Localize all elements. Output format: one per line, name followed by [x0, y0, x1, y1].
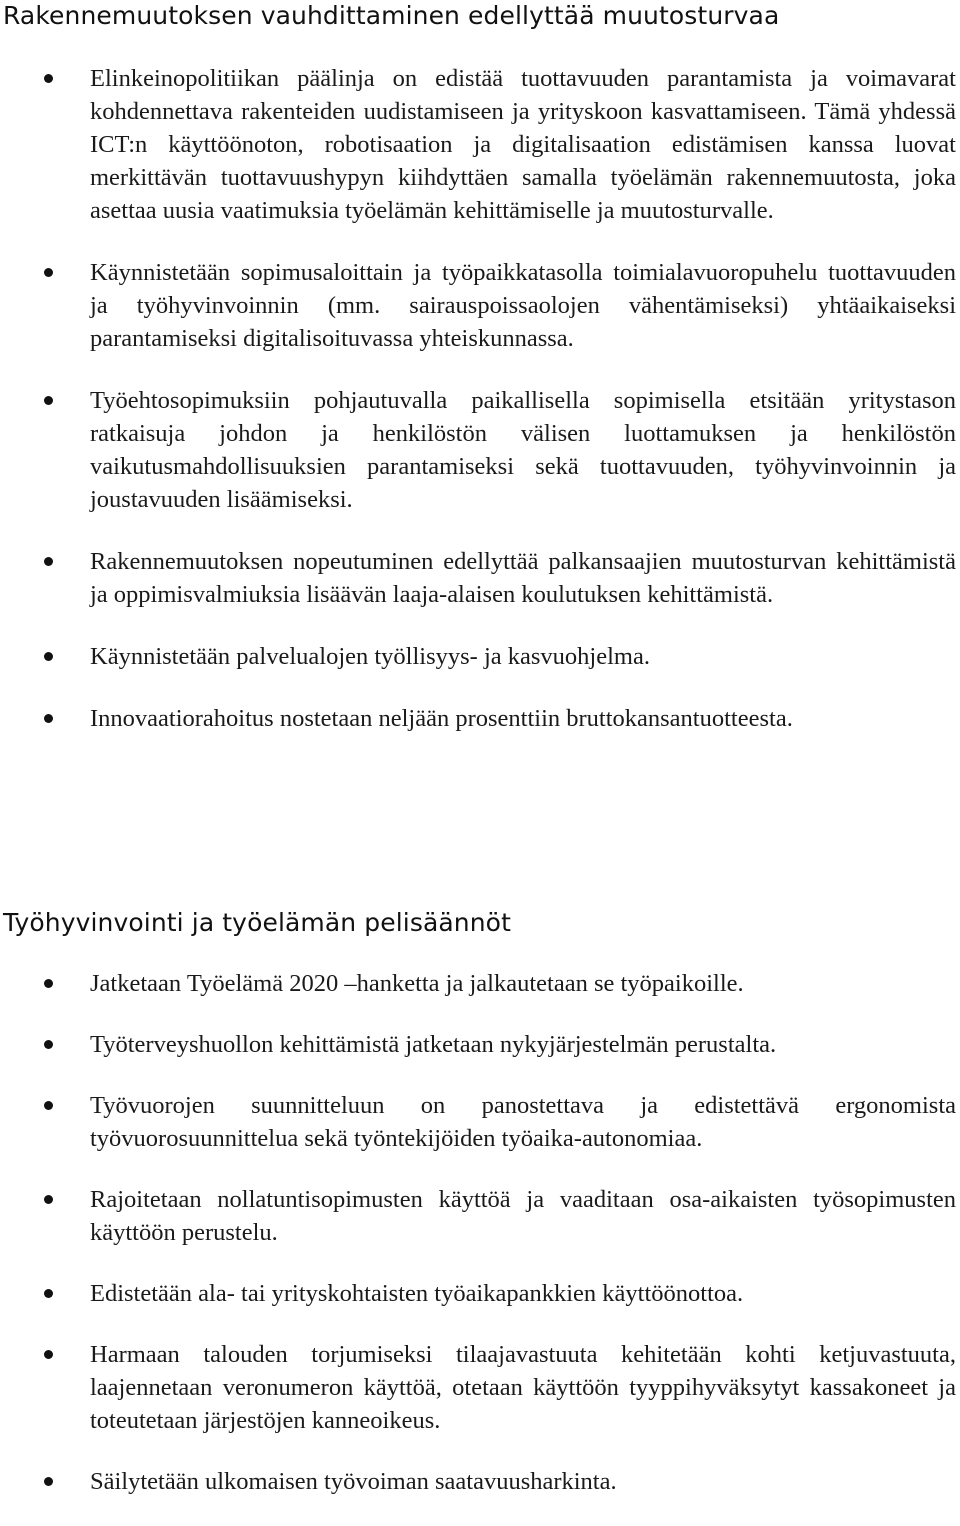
list-item: [0, 702, 960, 735]
list-item: [0, 967, 960, 1000]
section-heading-restructuring: Rakennemuutoksen vauhdittaminen edellyttää muutosturvaa: [3, 1, 780, 30]
bullet-icon: [44, 979, 53, 988]
list-item: [0, 1338, 960, 1437]
section-heading-wellbeing: Työhyvinvointi ja työelämän pelisäännöt: [3, 908, 511, 937]
list-item: [0, 62, 960, 227]
list-item: [0, 1089, 960, 1155]
list-item: [0, 640, 960, 673]
list-item-text: Jatketaan Työelämä 2020 –hanketta ja jalkautetaan se työpaikoille.: [90, 970, 744, 997]
list-item-text: Edistetään ala- tai yrityskohtaisten työaikapankkien käyttöönottoa.: [90, 1280, 744, 1307]
list-item-text: Työvuorojen suunnitteluun on panostettava ja edistettävä ergonomista työvuorosuunnittelua sekä työntekijöiden työaika-autonomiaa.: [90, 1092, 956, 1152]
list-item-text: Harmaan talouden torjumiseksi tilaajavastuuta kehitetään kohti ketjuvastuuta, laajennetaan veronumeron käyttöä, otetaan käyttöön tyyppihyväksytyt kassakoneet ja toteutetaan järjestöjen kanneoikeus.: [90, 1341, 956, 1434]
bullet-icon: [44, 714, 53, 723]
bullet-icon: [44, 652, 53, 661]
list-item-text: Käynnistetään sopimusaloittain ja työpaikkatasolla toimialavuoropuhelu tuottavuuden ja työhyvinvoinnin (mm. sairauspoissaolojen vähentämiseksi) yhtäaikaiseksi parantamiseksi digitalisoituvassa yhteiskunnassa.: [90, 259, 956, 352]
bullet-icon: [44, 1195, 53, 1204]
list-item-text: Säilytetään ulkomaisen työvoiman saatavuusharkinta.: [90, 1468, 617, 1495]
bullet-icon: [44, 557, 53, 566]
list-item: [0, 1277, 960, 1310]
bullet-icon: [44, 1350, 53, 1359]
list-item: [0, 1465, 960, 1498]
list-item: [0, 1183, 960, 1249]
list-item: [0, 256, 960, 355]
bullet-list-restructuring: [0, 62, 960, 764]
list-item-text: Rajoitetaan nollatuntisopimusten käyttöä ja vaaditaan osa-aikaisten työsopimusten käyttöön perustelu.: [90, 1186, 956, 1246]
bullet-icon: [44, 1101, 53, 1110]
list-item-text: Innovaatiorahoitus nostetaan neljään prosenttiin bruttokansantuotteesta.: [90, 705, 793, 732]
list-item-text: Käynnistetään palvelualojen työllisyys- ja kasvuohjelma.: [90, 643, 650, 670]
list-item: [0, 384, 960, 516]
bullet-icon: [44, 74, 53, 83]
list-item-text: Elinkeinopolitiikan päälinja on edistää tuottavuuden parantamista ja voimavarat kohdennettava rakenteiden uudistamiseen ja yrityskoon kasvattamiseen. Tämä yhdessä ICT:n käyttöönoton, robotisaation ja digitalisaation edistämisen kanssa luovat merkittävän tuottavuushypyn kiihdyttäen samalla työelämän rakennemuutosta, joka asettaa uusia vaatimuksia työelämän kehittämiselle ja muutosturvalle.: [90, 65, 956, 224]
bullet-icon: [44, 268, 53, 277]
list-item: [0, 545, 960, 611]
bullet-icon: [44, 1040, 53, 1049]
list-item-text: Työehtosopimuksiin pohjautuvalla paikallisella sopimisella etsitään yritystason ratkaisuja johdon ja henkilöstön välisen luottamuksen ja henkilöstön vaikutusmahdollisuuksien parantamiseksi sekä tuottavuuden, työhyvinvoinnin ja joustavuuden lisäämiseksi.: [90, 387, 956, 513]
bullet-icon: [44, 1289, 53, 1298]
list-item-text: Rakennemuutoksen nopeutuminen edellyttää palkansaajien muutosturvan kehittämistä ja oppimisvalmiuksia lisäävän laaja-alaisen koulutuksen kehittämistä.: [90, 548, 956, 608]
bullet-list-wellbeing: [0, 967, 960, 1526]
list-item-text: Työterveyshuollon kehittämistä jatketaan nykyjärjestelmän perustalta.: [90, 1031, 777, 1058]
bullet-icon: [44, 396, 53, 405]
list-item: [0, 1028, 960, 1061]
bullet-icon: [44, 1477, 53, 1486]
